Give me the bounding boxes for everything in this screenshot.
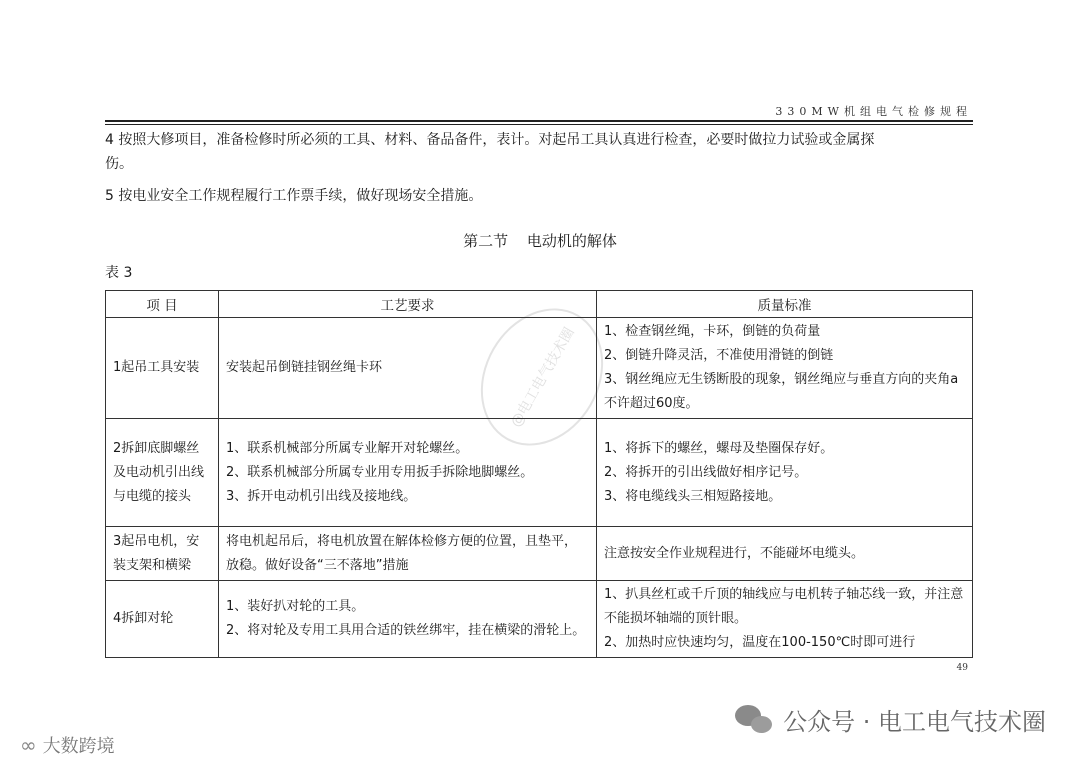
process-line: 3、拆开电动机引出线及接地线。 <box>226 488 417 504</box>
table-header-row <box>106 291 973 318</box>
process-line: 1、装好扒对轮的工具。 <box>226 599 365 614</box>
table-row <box>106 527 973 581</box>
wechat-icon <box>735 705 775 735</box>
cell-item: 3起吊电机，安装支架和横梁 <box>106 527 219 581</box>
cell-item: 1起吊工具安装 <box>106 318 219 419</box>
paragraph-5 <box>105 184 975 208</box>
quality-line: 注意按安全作业规程进行，不能碰坏电缆头。 <box>604 545 865 561</box>
process-line: 将电机起吊后，将电机放置在解体检修方便的位置，且垫平，放稳。做好设备“三不落地”措施 <box>226 533 578 573</box>
quality-line: 2、加热时应快速均匀，温度在100-150℃时即可进行 <box>604 635 916 650</box>
process-line: 2、联系机械部分所属专业用专用扳手拆除地脚螺丝。 <box>226 464 534 480</box>
cell-item: 4拆卸对轮 <box>106 581 219 658</box>
procedure-table <box>105 290 973 658</box>
cell-quality <box>597 527 973 581</box>
cell-quality <box>597 318 973 419</box>
quality-line: 2、倒链升降灵活，不准使用滑链的倒链 <box>604 348 834 363</box>
quality-line: 1、检查钢丝绳，卡环，倒链的负荷量 <box>604 324 821 339</box>
header-item: 项 目 <box>106 291 219 318</box>
cell-process <box>219 419 597 527</box>
cell-process <box>219 527 597 581</box>
quality-line: 3、将电缆线头三相短路接地。 <box>604 488 782 504</box>
header-rule <box>105 120 973 122</box>
process-line: 安装起吊倒链挂钢丝绳卡环 <box>226 360 383 375</box>
cell-item: 2拆卸底脚螺丝及电动机引出线与电缆的接头 <box>106 419 219 527</box>
process-line: 2、将对轮及专用工具用合适的铁丝绑牢，挂在横梁的滑轮上。 <box>226 623 586 638</box>
paragraph-line: 伤。 <box>105 156 133 172</box>
table-row <box>106 419 973 527</box>
quality-line: 1、扒具丝杠或千斤顶的轴线应与电机转子轴芯线一致，并注意不能损坏轴端的顶针眼。 <box>604 587 964 626</box>
footer-left-brand <box>20 732 115 758</box>
table-label: 表 3 <box>105 265 133 281</box>
watermark-stamp: @电工电气技术圈 <box>457 286 628 468</box>
cell-process <box>219 318 597 419</box>
cell-process <box>219 581 597 658</box>
paragraph-line: 4 按照大修项目，准备检修时所必须的工具、材料、备品备件，表计。对起吊工具认真进行检查，必要时做拉力试验或金属探 <box>105 132 875 148</box>
paragraph-line: 5 按电业安全工作规程履行工作票手续，做好现场安全措施。 <box>105 188 483 204</box>
header-quality: 质量标准 <box>597 291 973 318</box>
running-head: 330MW机组电气检修规程 <box>775 105 972 118</box>
table-row <box>106 581 973 658</box>
footer-left-text: 大数跨境 <box>42 736 115 757</box>
quality-line: 1、将拆下的螺丝，螺母及垫圈保存好。 <box>604 440 834 456</box>
quality-line: 3、钢丝绳应无生锈断股的现象，钢丝绳应与垂直方向的夹角a不许超过60度。 <box>604 372 959 411</box>
cell-quality <box>597 581 973 658</box>
footer-right-text: 公众号 · 电工电气技术圈 <box>783 708 1046 736</box>
link-icon: ∞ <box>20 733 37 757</box>
paragraph-4 <box>105 128 975 176</box>
footer-right-brand <box>735 702 1046 737</box>
section-title: 第二节 电动机的解体 <box>463 232 617 250</box>
table-row <box>106 318 973 419</box>
cell-quality <box>597 419 973 527</box>
process-line: 1、联系机械部分所属专业解开对轮螺丝。 <box>226 440 469 456</box>
header-process: 工艺要求 <box>219 291 597 318</box>
page-number: 49 <box>956 663 968 673</box>
quality-line: 2、将拆开的引出线做好相序记号。 <box>604 464 808 480</box>
